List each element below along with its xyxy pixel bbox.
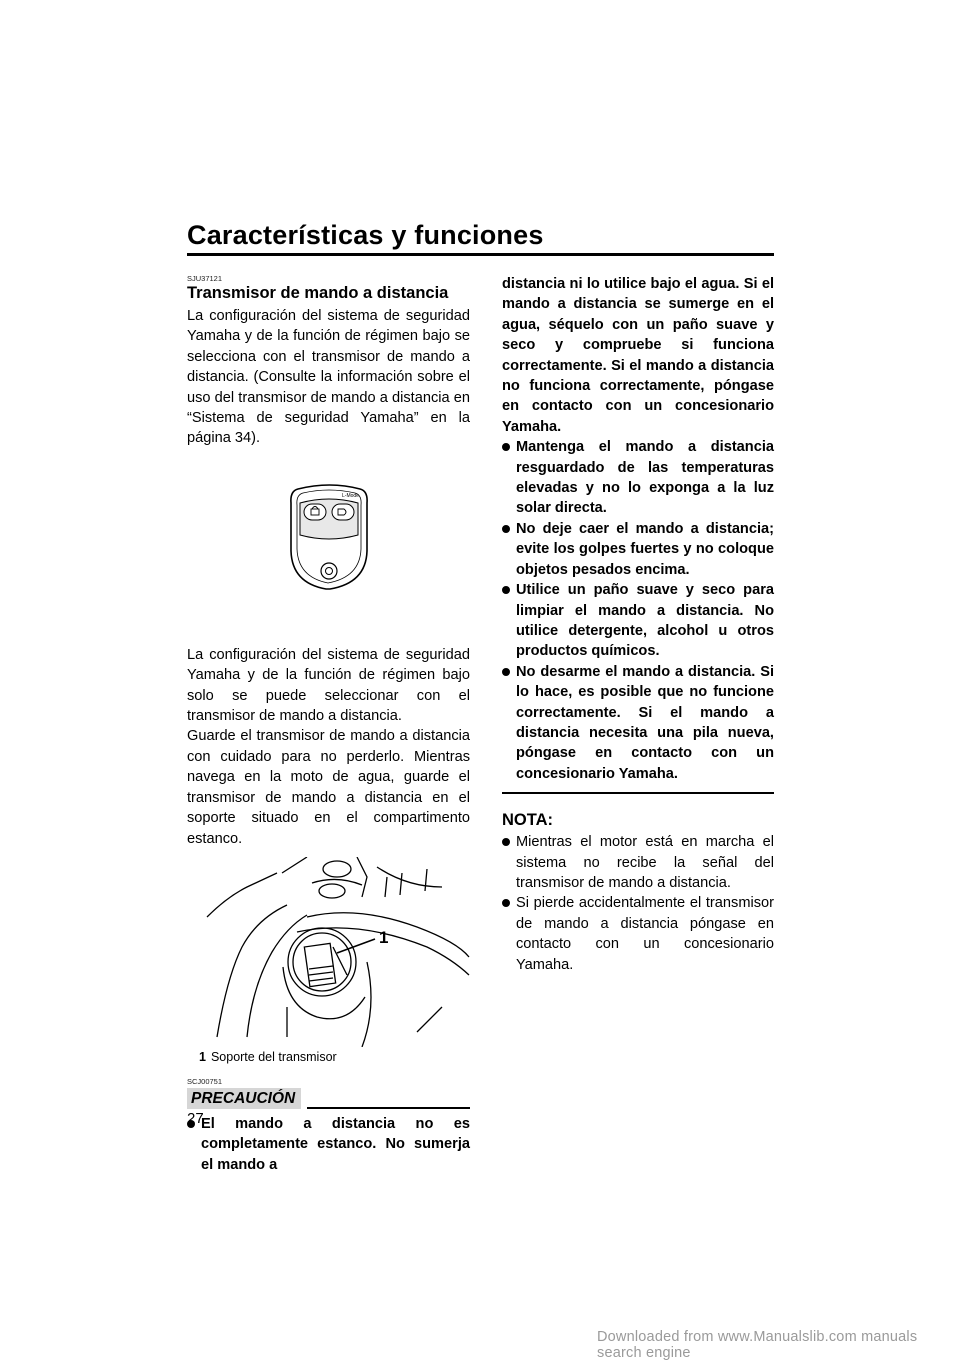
caution-item: Utilice un paño suave y seco para limpiar el mando a distancia. No utilice detergente, alcohol u otros productos químicos. bbox=[502, 580, 774, 662]
caution-header bbox=[187, 1088, 470, 1110]
paragraph-config: La configuración del sistema de seguridad Yamaha y de la función de régimen bajo solo se puede seleccionar con el transmisor de mando a distancia. bbox=[187, 646, 470, 725]
caution-label: PRECAUCIÓN bbox=[187, 1088, 301, 1109]
bullet-icon bbox=[502, 586, 510, 594]
caption-number: 1 bbox=[199, 1049, 206, 1064]
nota-title: NOTA: bbox=[502, 811, 554, 830]
caution-item: No deje caer el mando a distancia; evite los golpes fuertes y no coloque objetos pesados encima. bbox=[502, 519, 774, 580]
bullet-icon bbox=[502, 838, 510, 846]
section-title: Transmisor de mando a distancia bbox=[187, 284, 449, 302]
callout-number: 1 bbox=[379, 927, 389, 947]
caution-item: Mantenga el mando a distancia resguardado de las temperaturas elevadas y no lo exponga a la luz solar directa. bbox=[502, 437, 774, 519]
page-number: 27 bbox=[187, 1110, 204, 1127]
bullet-icon bbox=[502, 443, 510, 451]
bullet-icon bbox=[502, 899, 510, 907]
figure-caption bbox=[187, 1049, 470, 1065]
caution-end-rule bbox=[502, 792, 774, 794]
caution-item-text-part1: El mando a distancia no es completamente estanco. No sumerja el mando a bbox=[201, 1115, 470, 1173]
caution-header-rule bbox=[307, 1107, 470, 1109]
transmitter-holder-illustration bbox=[187, 857, 470, 1047]
section-code: SJU37121 bbox=[187, 274, 223, 283]
caption-text: Soporte del transmisor bbox=[210, 1049, 337, 1064]
caution-list bbox=[502, 437, 774, 784]
bullet-icon bbox=[502, 668, 510, 676]
caution-list-start bbox=[187, 1114, 470, 1175]
page-title: Características y funciones bbox=[187, 220, 544, 250]
right-column bbox=[502, 274, 774, 975]
left-column bbox=[187, 274, 470, 1175]
remote-mode-label: L-Mode bbox=[342, 492, 359, 499]
caution-item: No desarme el mando a distancia. Si lo hace, es posible que no funcione correctamente. Si el mando a distancia necesita una pila nueva, póngase en contacto con un concesionario Yamaha. bbox=[502, 662, 774, 784]
caution-item-continuation: distancia ni lo utilice bajo el agua. Si el mando a distancia se sumerge en el agua, séquelo con un paño suave y seco y compruebe si funciona correctamente. Si el mando a distancia no funciona correctamente, póngase en contacto con un concesionario Yamaha. bbox=[502, 276, 774, 435]
header-rule bbox=[187, 253, 774, 256]
caution-code: SCJ00751 bbox=[187, 1076, 223, 1086]
nota-list bbox=[502, 832, 774, 975]
intro-paragraph: La configuración del sistema de seguridad Yamaha y de la función de régimen bajo se selecciona con el transmisor de mando a distancia. (Consulte la información sobre el uso del transmisor de mando a distancia en “Sistema de seguridad Yamaha” en la página 34). bbox=[187, 308, 470, 447]
bullet-icon bbox=[502, 525, 510, 533]
caution-item bbox=[187, 1114, 470, 1175]
nota-item: Si pierde accidentalmente el transmisor de mando a distancia póngase en contacto con un concesionario Yamaha. bbox=[502, 893, 774, 975]
remote-transmitter-illustration bbox=[187, 449, 470, 645]
paragraph-storage: Guarde el transmisor de mando a distancia con cuidado para no perderlo. Mientras navega en la moto de agua, guarde el transmisor de mando a distancia en el soporte situado en el compartimento estanco. bbox=[187, 728, 470, 847]
footer-watermark[interactable]: Downloaded from www.Manualslib.com manuals search engine bbox=[597, 1329, 918, 1361]
nota-item: Mientras el motor está en marcha el sistema no recibe la señal del transmisor de mando a distancia. bbox=[502, 832, 774, 893]
